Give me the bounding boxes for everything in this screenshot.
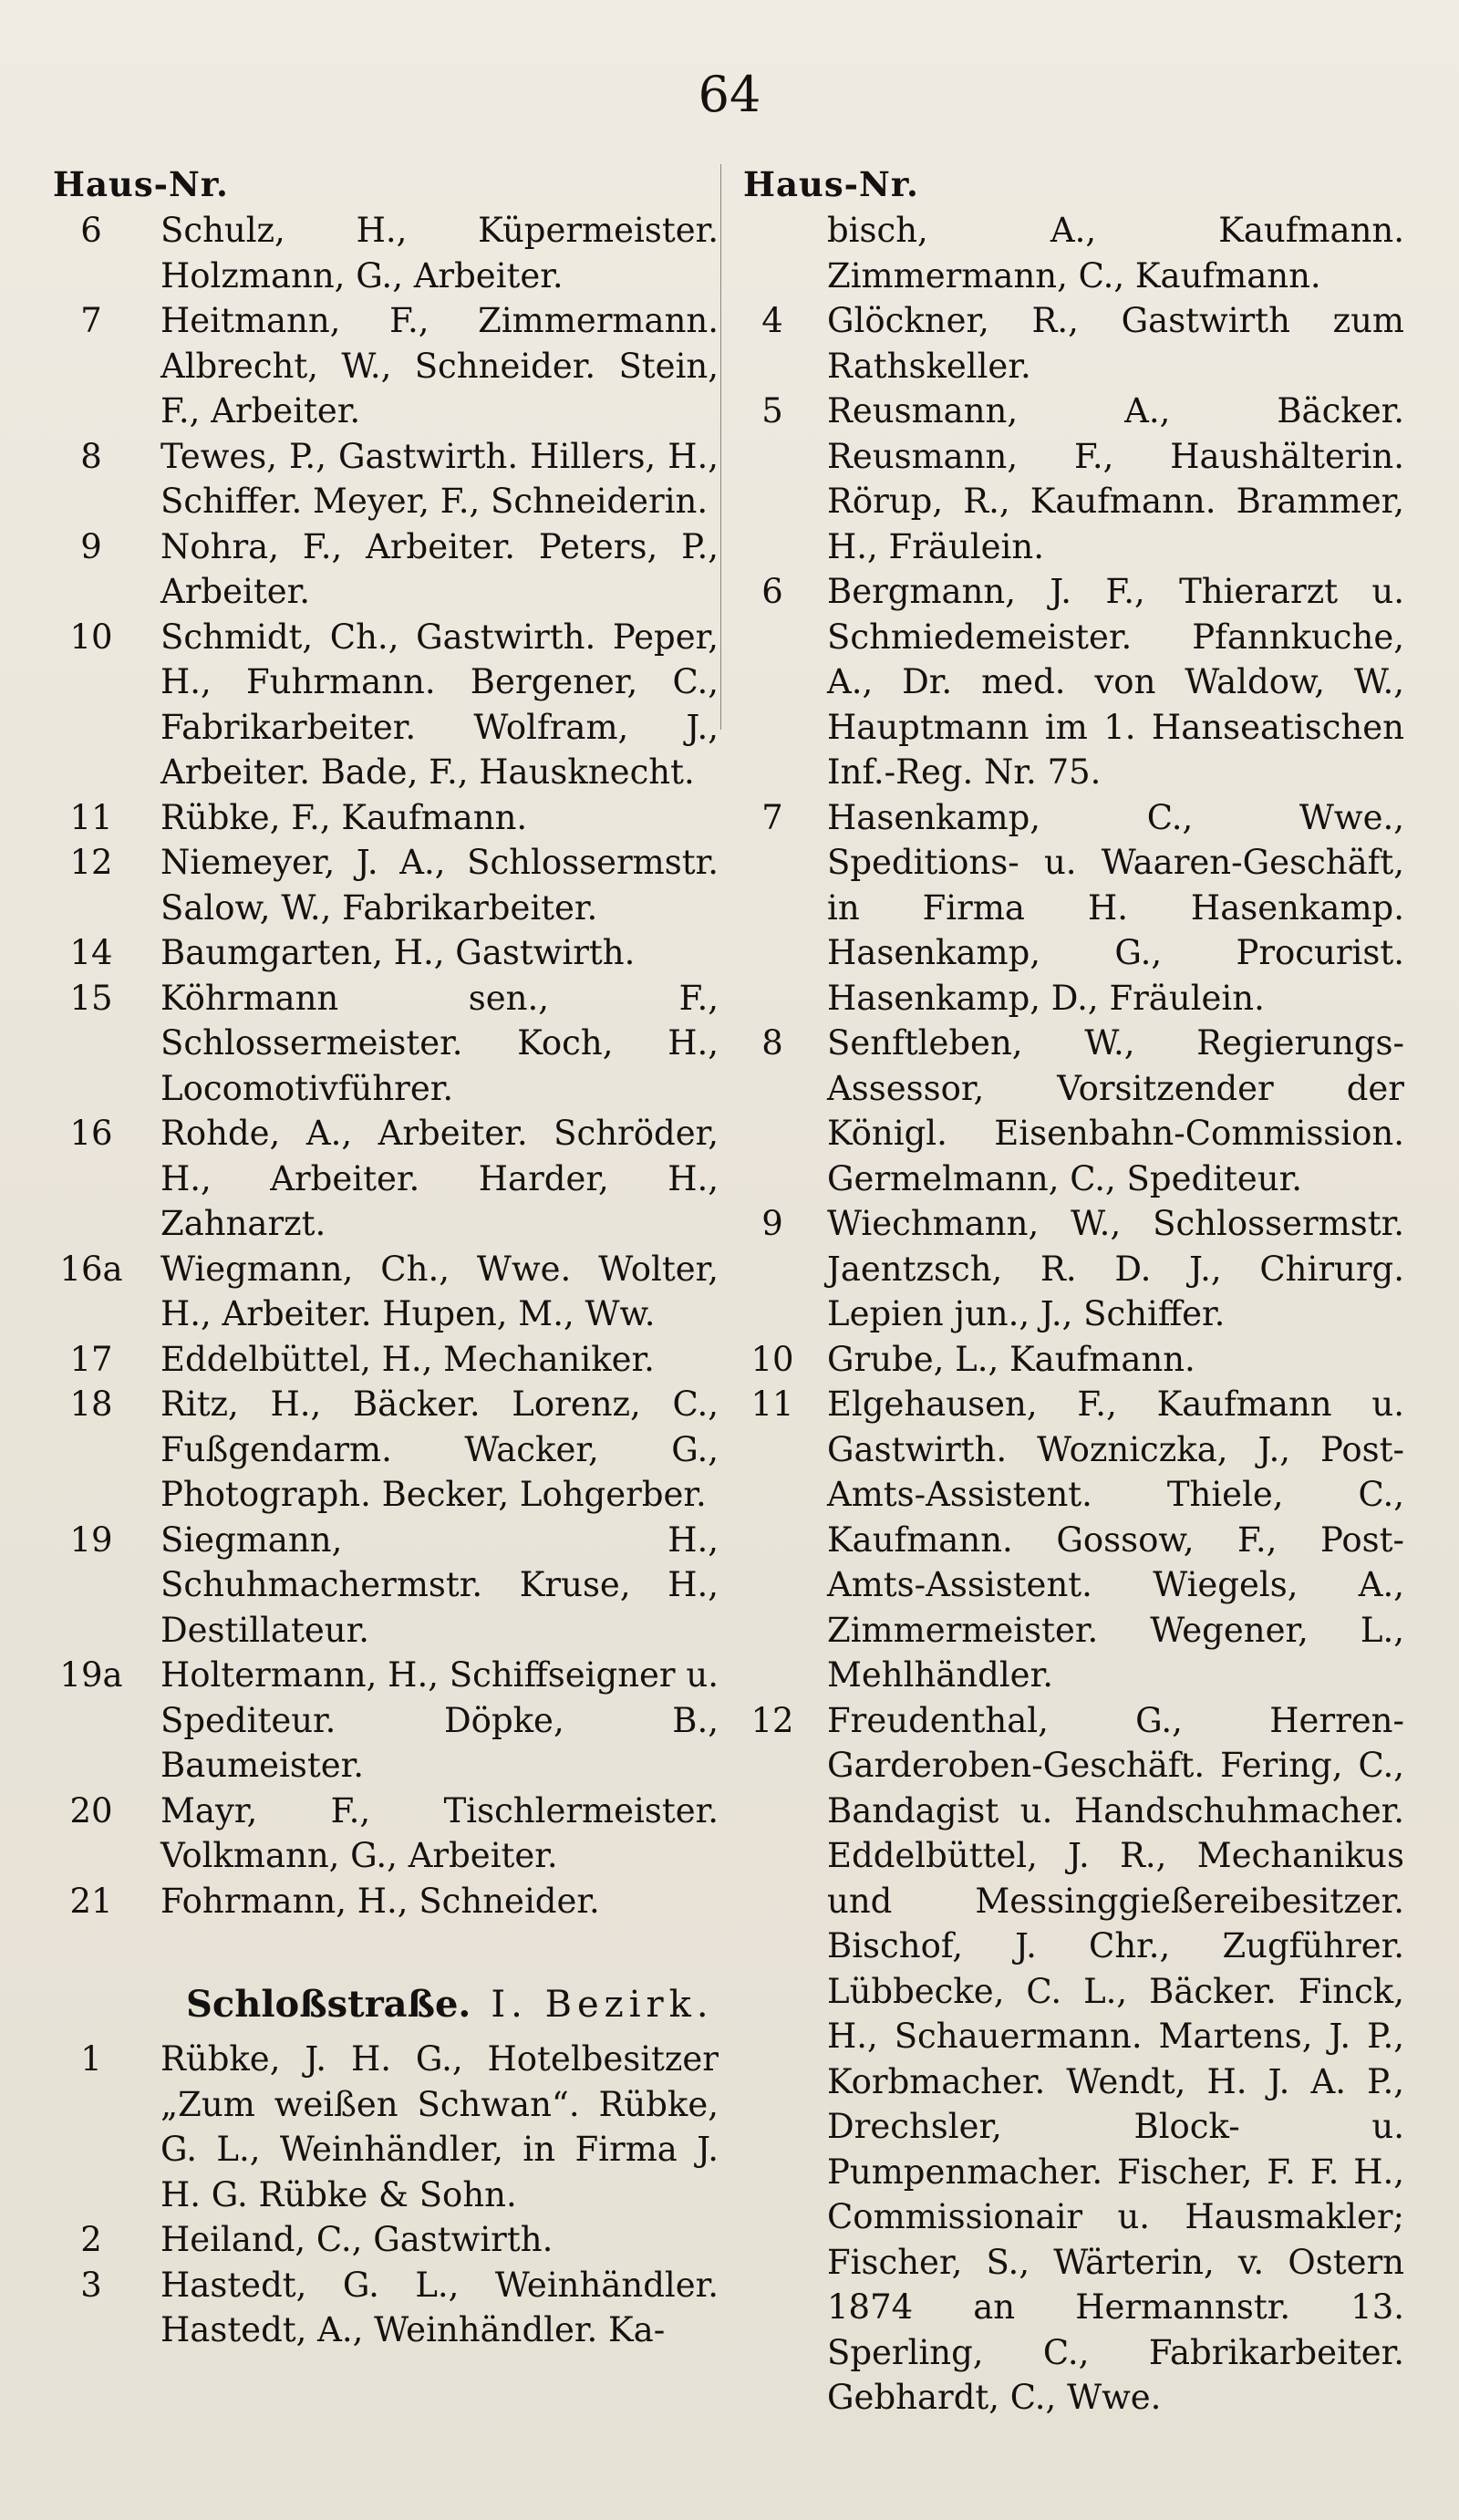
house-number: 20 <box>69 1790 113 1830</box>
resident-text: Wiechmann, W., Schlossermstr. Jaentzsch, R. D. J., Chirurg. Lepien jun., J., Schiffer. <box>827 1204 1404 1333</box>
house-number: 6 <box>761 572 783 611</box>
resident-text: Rohde, A., Arbeiter. Schröder, H., Arbeiter. Harder, H., Zahnarzt. <box>160 1114 719 1243</box>
list-item <box>53 434 719 524</box>
resident-text: Siegmann, H., Schuhmachermstr. Kruse, H., Destillateur. <box>160 1519 719 1650</box>
right-column <box>743 161 1404 2421</box>
section-heading <box>53 1980 719 2029</box>
resident-text: Elgehausen, F., Kaufmann u. Gastwirth. Wozniczka, J., Post-Amts-Assistent. Thiele, C., Kaufmann. Gossow, F., Post-Amts-Assistent. Wiegels, A., Zimmermeister. Wegener, L., Mehlhändler. <box>827 1384 1404 1695</box>
house-number: 19 <box>69 1519 113 1560</box>
list-item <box>53 795 719 841</box>
resident-text: Fohrmann, H., Schneider. <box>160 1881 600 1921</box>
house-number: 3 <box>80 2265 102 2305</box>
resident-text: Hastedt, G. L., Weinhändler. Hastedt, A., Weinhändler. Ka- <box>160 2265 719 2349</box>
list-item <box>743 1201 1404 1337</box>
list-item <box>53 2037 719 2217</box>
list-item <box>53 298 719 434</box>
resident-text: Rübke, J. H. G., Hotelbesitzer „Zum weißen Schwan“. Rübke, G. L., Weinhändler, in Firma J. H. G. Rübke & Sohn. <box>160 2039 719 2214</box>
resident-text: Mayr, F., Tischlermeister. Volkmann, G., Arbeiter. <box>160 1790 719 1875</box>
resident-text: Holtermann, H., Schiffseigner u. Spediteur. Döpke, B., Baumeister. <box>160 1655 719 1785</box>
resident-text: Ritz, H., Bäcker. Lorenz, C., Fußgendarm. Wacker, G., Photograph. Becker, Lohgerber. <box>160 1384 719 1514</box>
list-item <box>743 1021 1404 1201</box>
list-item <box>53 2263 719 2353</box>
resident-text: Heitmann, F., Zimmermann. Albrecht, W., Schneider. Stein, F., Arbeiter. <box>160 301 719 430</box>
house-number: 16 <box>69 1114 113 1153</box>
street-name: Schloßstraße. <box>186 1983 471 2026</box>
house-number: 11 <box>69 797 113 837</box>
resident-text: Senftleben, W., Regierungs-Assessor, Vorsitzender der Königl. Eisenbahn-Commission. Germelmann, C., Spediteur. <box>827 1023 1404 1198</box>
left-column <box>53 161 719 2353</box>
resident-text: Freudenthal, G., Herren-Garderoben-Geschäft. Fering, C., Bandagist u. Handschuhmacher. Eddelbüttel, J. R., Mechanikus und Messinggießereibesitzer. Bischof, J. Chr., Zugführer. Lübbecke, C. L., Bäcker. Finck, H., Schauermann. Martens, J. P., Korbmacher. Wendt, H. J. A. P., Drechsler, Block- u. Pumpenmacher. Fischer, F. F. H., Commissionair u. Hausmakler; Fischer, S., Wärterin, v. Ostern 1874 an Hermannstr. 13. Sperling, C., Fabrikarbeiter. Gebhardt, C., Wwe. <box>827 1700 1404 2417</box>
resident-text: Heiland, C., Gastwirth. <box>160 2220 554 2259</box>
house-number: 4 <box>761 301 783 340</box>
house-number: 10 <box>69 617 113 657</box>
house-number: 7 <box>80 301 102 340</box>
house-number: 11 <box>750 1384 794 1424</box>
house-number-header: Haus-Nr. <box>743 164 919 204</box>
resident-text: Eddelbüttel, H., Mechaniker. <box>160 1339 655 1379</box>
section-entries-list <box>53 2037 719 2353</box>
resident-text: Schulz, H., Küpermeister. Holzmann, G., Arbeiter. <box>160 211 719 296</box>
resident-text: Glöckner, R., Gastwirth zum Rathskeller. <box>827 301 1404 386</box>
list-item <box>743 1337 1404 1383</box>
resident-text: Niemeyer, J. A., Schlossermstr. Salow, W., Fabrikarbeiter. <box>160 843 719 928</box>
list-item <box>743 1698 1404 2421</box>
house-number: 10 <box>750 1339 794 1379</box>
list-item <box>53 1111 719 1247</box>
list-item <box>743 569 1404 795</box>
house-number: 6 <box>80 211 102 250</box>
house-number: 8 <box>80 436 102 476</box>
house-number: 19a <box>59 1655 123 1695</box>
house-number: 21 <box>69 1881 113 1921</box>
house-number: 2 <box>80 2220 102 2259</box>
house-number-header: Haus-Nr. <box>53 164 229 204</box>
resident-text: Baumgarten, H., Gastwirth. <box>160 933 636 972</box>
list-item <box>53 615 719 795</box>
right-entries-list <box>743 298 1404 2421</box>
list-item <box>53 1247 719 1337</box>
list-item <box>53 1518 719 1654</box>
house-number: 14 <box>69 933 113 972</box>
house-number: 1 <box>80 2039 102 2079</box>
column-divider <box>720 164 721 730</box>
list-item <box>53 2217 719 2263</box>
resident-text: Rübke, F., Kaufmann. <box>160 797 528 837</box>
list-item <box>53 840 719 930</box>
list-item <box>53 976 719 1112</box>
list-item <box>53 930 719 976</box>
resident-text: Nohra, F., Arbeiter. Peters, P., Arbeiter. <box>160 526 719 611</box>
list-item <box>53 208 719 298</box>
house-number: 9 <box>80 526 102 566</box>
list-item <box>53 1789 719 1879</box>
list-item <box>743 1382 1404 1698</box>
resident-text: Reusmann, A., Bäcker. Reusmann, F., Haushälterin. Rörup, R., Kaufmann. Brammer, H., Fräulein. <box>827 391 1404 566</box>
resident-text: Hasenkamp, C., Wwe., Speditions- u. Waaren-Geschäft, in Firma H. Hasenkamp. Hasenkamp, G., Procurist. Hasenkamp, D., Fräulein. <box>827 797 1404 1018</box>
house-number: 18 <box>69 1384 113 1424</box>
house-number: 12 <box>750 1700 794 1740</box>
house-number: 5 <box>761 391 783 430</box>
list-item <box>53 524 719 615</box>
resident-text: Bergmann, J. F., Thierarzt u. Schmiedemeister. Pfannkuche, A., Dr. med. von Waldow, W., Hauptmann im 1. Hanseatischen Inf.-Reg. Nr. 75. <box>827 572 1404 792</box>
list-item <box>53 1879 719 1924</box>
list-item <box>743 389 1404 569</box>
list-item <box>743 298 1404 389</box>
resident-text: Tewes, P., Gastwirth. Hillers, H., Schiffer. Meyer, F., Schneiderin. <box>160 436 719 521</box>
list-item <box>53 1653 719 1789</box>
resident-text: Schmidt, Ch., Gastwirth. Peper, H., Fuhrmann. Bergener, C., Fabrikarbeiter. Wolfram, J., Arbeiter. Bade, F., Hausknecht. <box>160 617 719 792</box>
house-number: 16a <box>59 1249 123 1289</box>
house-number: 17 <box>69 1339 113 1379</box>
resident-text: Grube, L., Kaufmann. <box>827 1339 1195 1379</box>
house-number: 15 <box>69 978 113 1018</box>
list-item <box>53 1382 719 1518</box>
left-entries-list <box>53 208 719 1924</box>
resident-text: Köhrmann sen., F., Schlossermeister. Koch, H., Locomotivführer. <box>160 978 719 1108</box>
page-number: 64 <box>698 66 761 123</box>
list-item <box>53 1337 719 1383</box>
resident-text: Wiegmann, Ch., Wwe. Wolter, H., Arbeiter. Hupen, M., Ww. <box>160 1249 719 1333</box>
district-label: I. Bezirk. <box>491 1984 714 2026</box>
house-number: 9 <box>761 1204 783 1243</box>
house-number: 7 <box>761 797 783 837</box>
house-number: 8 <box>761 1023 783 1063</box>
continuation-text: bisch, A., Kaufmann. Zimmermann, C., Kaufmann. <box>827 211 1404 296</box>
list-item <box>743 795 1404 1021</box>
house-number: 12 <box>69 843 113 882</box>
